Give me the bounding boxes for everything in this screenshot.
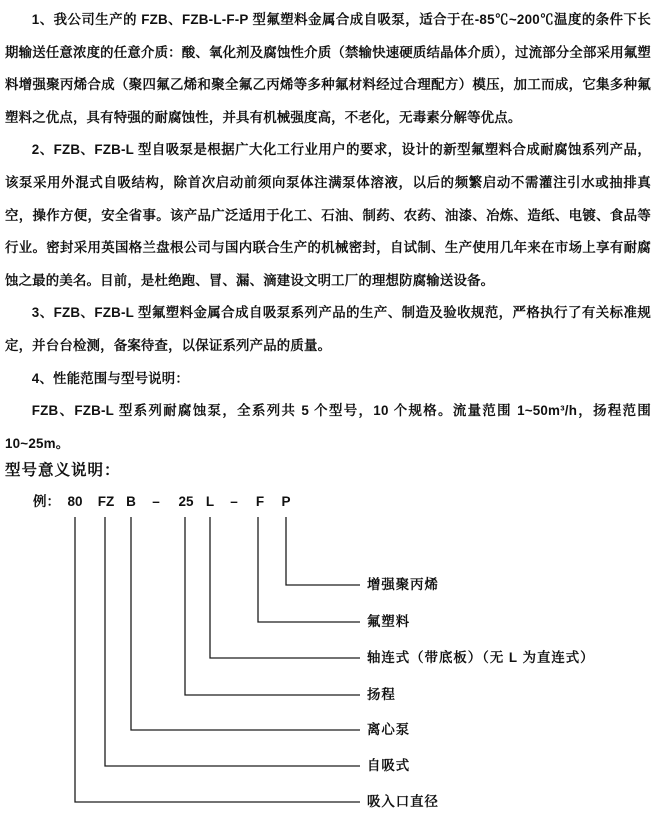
connector-line-80	[75, 517, 360, 802]
model-code-diagram	[0, 485, 656, 822]
model-token-centrifugal: B	[126, 494, 136, 509]
document-body	[5, 4, 651, 460]
model-token-head: 25	[178, 494, 194, 509]
diagram-label-centrifugal-pump: 离心泵	[367, 722, 411, 737]
connector-line-l	[210, 517, 360, 658]
paragraph-1: 1、我公司生产的 FZB、FZB-L-F-P 型氟塑料金属合成自吸泵，适合于在-85℃~200℃温度的条件下长期输送任意浓度的任意介质：酸、氧化剂及腐蚀性介质（禁输快速硬质结晶体介质），过流部分全部采用氟塑料增强聚丙烯合成（聚四氟乙烯和聚全氟乙丙烯等多种氟材料经过合理配方）模压，加工而成，它集多种氟塑料之优点，具有特强的耐腐蚀性，并具有机械强度高，不老化，无毒素分解等优点。	[5, 12, 651, 125]
model-token-dash-1: –	[152, 494, 160, 509]
paragraph-5: FZB、FZB-L 型系列耐腐蚀泵，全系列共 5 个型号，10 个规格。流量范围 1~50m³/h，扬程范围 10~25m。	[5, 403, 651, 451]
model-token-polypropylene: P	[281, 494, 291, 509]
connector-line-p	[286, 517, 360, 585]
model-token-fluoroplastic: F	[255, 494, 265, 509]
diagram-label-suction-inlet-diameter: 吸入口直径	[367, 794, 439, 809]
model-token-self-priming: FZ	[97, 494, 115, 509]
paragraph-4-heading: 4、性能范围与型号说明：	[31, 370, 189, 386]
diagram-label-reinforced-polypropylene: 增强聚丙烯	[367, 577, 439, 592]
connector-line-25	[185, 517, 360, 695]
model-token-suction-diameter: 80	[67, 494, 83, 509]
diagram-label-head: 扬程	[367, 687, 396, 702]
connector-line-b	[131, 517, 360, 730]
section-heading-model-meaning: 型号意义说明：	[5, 462, 121, 479]
paragraph-3: 3、FZB、FZB-L 型氟塑料金属合成自吸泵系列产品的生产、制造及验收规范，严格执行了有关标准规定，并台台检测，备案待查，以保证系列产品的质量。	[5, 305, 651, 353]
paragraph-2: 2、FZB、FZB-L 型自吸泵是根据广大化工行业用户的要求，设计的新型氟塑料合成耐腐蚀系列产品，该泵采用外混式自吸结构，除首次启动前须向泵体注满泵体溶液，以后的频繁启动不需灌注引水或抽排真空，操作方便，安全省事。该产品广泛适用于化工、石油、制药、农药、油漆、冶炼、造纸、电镀、食品等行业。密封采用英国格兰盘根公司与国内联合生产的机械密封，自试制、生产使用几年来在市场上享有耐腐蚀之最的美名。目前，是杜绝跑、冒、漏、滴建设文明工厂的理想防腐输送设备。	[5, 142, 651, 288]
diagram-label-fluoroplastic: 氟塑料	[367, 614, 411, 629]
model-token-dash-2: –	[230, 494, 238, 509]
model-token-shaft-coupled: L	[205, 494, 215, 509]
example-label: 例：	[33, 494, 60, 509]
diagram-label-shaft-coupled: 轴连式（带底板）（无 L 为直连式）	[367, 650, 595, 665]
connector-line-fz	[105, 517, 360, 766]
diagram-label-self-priming: 自吸式	[367, 758, 411, 773]
connector-line-f	[258, 517, 360, 622]
